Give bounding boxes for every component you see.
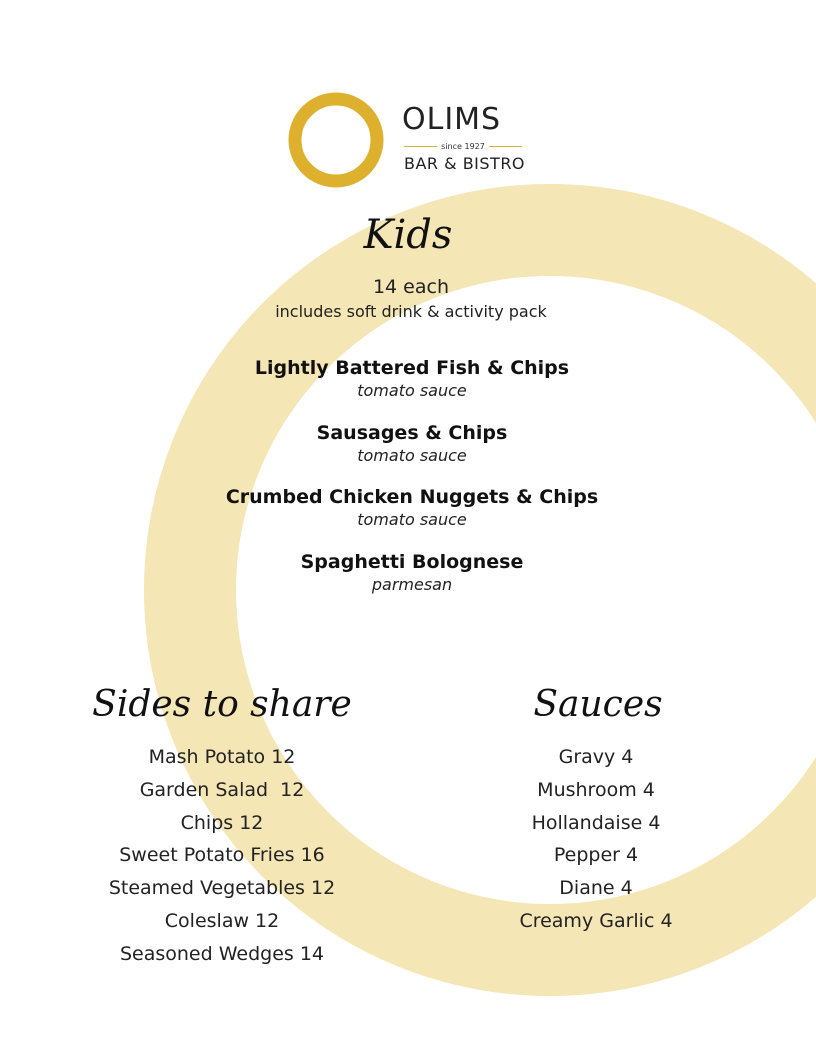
list-item: Gravy 4: [558, 746, 634, 768]
list-item: Mash Potato 12: [148, 746, 296, 768]
menu-item-name: Sausages & Chips: [316, 422, 508, 444]
list-item: Steamed Vegetables 12: [108, 877, 336, 900]
logo-subtitle: BAR & BISTRO: [404, 154, 526, 173]
list-item: Diane 4: [559, 877, 633, 900]
logo: [288, 92, 528, 192]
list-item: Seasoned Wedges 14: [119, 942, 325, 965]
list-item: Pepper 4: [553, 844, 639, 867]
list-item: Hollandaise 4: [531, 811, 661, 834]
list-item: Chips 12: [180, 811, 264, 834]
logo-ring-icon: [288, 92, 384, 188]
kids-menu-item: [0, 485, 816, 531]
logo-since-row: [404, 140, 522, 152]
sides-list: [72, 741, 372, 971]
list-item: Mushroom 4: [537, 778, 655, 801]
list-item: Garden Salad 12: [139, 778, 305, 801]
sides-title: Sides to share: [92, 684, 352, 725]
list-item: Creamy Garlic 4: [519, 909, 673, 932]
menu-item-name: Crumbed Chicken Nuggets & Chips: [225, 486, 599, 508]
kids-title: Kids: [363, 212, 453, 258]
kids-includes: includes soft drink & activity pack: [275, 302, 547, 321]
kids-menu-item: [0, 356, 816, 402]
kids-menu-item: [0, 421, 816, 467]
menu-item-description: tomato sauce: [357, 510, 467, 529]
kids-menu-item: [0, 550, 816, 596]
menu-item-description: tomato sauce: [357, 381, 467, 400]
menu-item-description: tomato sauce: [357, 446, 467, 465]
list-item: Sweet Potato Fries 16: [119, 844, 325, 867]
menu-item-name: Spaghetti Bolognese: [300, 551, 524, 573]
sauces-list: [496, 741, 696, 938]
logo-since: since 1927: [441, 141, 485, 151]
menu-item-name: Lightly Battered Fish & Chips: [254, 357, 570, 379]
logo-name: OLIMS: [402, 102, 502, 137]
list-item: Coleslaw 12: [164, 909, 280, 932]
logo-rule-left: [404, 146, 437, 147]
logo-rule-right: [489, 146, 522, 147]
kids-price: 14 each: [372, 276, 450, 298]
sauces-title: Sauces: [533, 684, 663, 725]
menu-item-description: parmesan: [371, 575, 453, 594]
